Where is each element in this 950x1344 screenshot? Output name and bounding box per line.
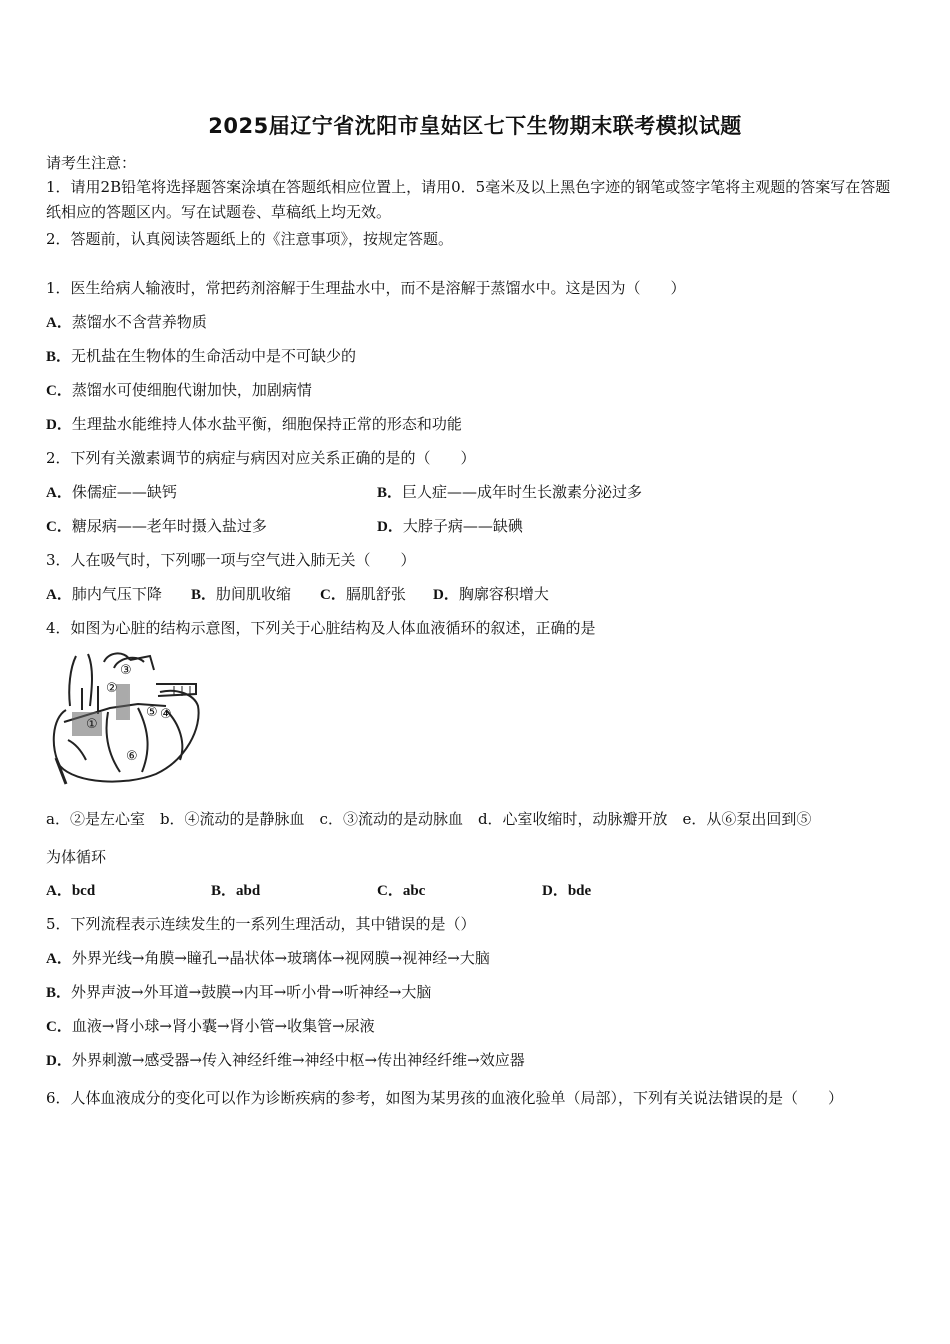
figure-label-1: ① xyxy=(86,717,98,732)
question-4-option-a xyxy=(46,879,95,900)
option-text: 外界声波→外耳道→鼓膜→内耳→听小骨→听神经→大脑 xyxy=(71,983,432,1001)
option-text: 肺内气压下降 xyxy=(71,585,162,603)
option-text: 肋间肌收缩 xyxy=(216,585,292,603)
question-2-option-c xyxy=(46,515,267,536)
option-letter: D． xyxy=(542,883,568,899)
question-2-option-b xyxy=(377,481,642,502)
option-text: 生理盐水能维持人体水盐平衡，细胞保持正常的形态和功能 xyxy=(71,415,462,433)
question-4-statements-cont: 为体循环 xyxy=(46,848,107,866)
option-letter: C． xyxy=(320,587,346,603)
option-letter: B． xyxy=(191,587,217,603)
option-text: abd xyxy=(236,883,261,899)
option-letter: D． xyxy=(377,519,403,535)
option-text: 膈肌舒张 xyxy=(345,585,406,603)
question-3-stem: 3．人在吸气时，下列哪一项与空气进入肺无关（ ） xyxy=(46,551,416,569)
option-text: abc xyxy=(402,883,426,899)
question-2-option-a xyxy=(46,481,177,502)
question-3-option-b xyxy=(191,583,291,604)
option-letter: B． xyxy=(211,883,237,899)
option-letter: A． xyxy=(46,951,72,967)
option-text: 外界光线→角膜→瞳孔→晶状体→玻璃体→视网膜→视神经→大脑 xyxy=(71,949,490,967)
option-letter: C． xyxy=(46,1019,72,1035)
option-text: bcd xyxy=(71,883,96,899)
option-letter: B． xyxy=(46,349,72,365)
option-text: bde xyxy=(567,883,592,899)
option-text: 无机盐在生物体的生命活动中是不可缺少的 xyxy=(71,347,357,365)
question-1-option-a xyxy=(46,311,207,332)
option-text: 巨人症——成年时生长激素分泌过多 xyxy=(402,483,643,501)
heart-diagram xyxy=(46,648,208,788)
option-letter: C． xyxy=(377,883,403,899)
question-3-option-c xyxy=(320,583,406,604)
option-text: 侏儒症——缺钙 xyxy=(71,483,177,501)
figure-label-6: ⑥ xyxy=(126,749,138,764)
figure-label-5: ⑤ xyxy=(146,705,158,720)
question-5-option-c xyxy=(46,1015,375,1036)
option-letter: A． xyxy=(46,315,72,331)
option-letter: B． xyxy=(46,985,72,1001)
question-4-statements: a．②是左心室 b．④流动的是静脉血 c．③流动的是动脉血 d．心室收缩时，动脉瓣开放 e．从⑥泵出回到⑤ xyxy=(46,810,812,828)
option-letter: D． xyxy=(46,1053,72,1069)
question-5-option-d xyxy=(46,1049,525,1070)
question-6-stem: 6．人体血液成分的变化可以作为诊断疾病的参考，如图为某男孩的血液化验单（局部），下列有关说法错误的是（ ） xyxy=(46,1089,844,1107)
question-1-option-c xyxy=(46,379,312,400)
question-5-option-a xyxy=(46,947,490,968)
question-5-option-b xyxy=(46,981,431,1002)
page-title: 2025届辽宁省沈阳市皇姑区七下生物期末联考模拟试题 xyxy=(208,114,742,138)
option-text: 蒸馏水不含营养物质 xyxy=(71,313,207,331)
option-text: 蒸馏水可使细胞代谢加快，加剧病情 xyxy=(71,381,312,399)
option-text: 血液→肾小球→肾小囊→肾小管→收集管→尿液 xyxy=(71,1017,375,1035)
question-3-option-a xyxy=(46,583,162,604)
figure-label-4: ④ xyxy=(160,707,172,722)
question-2-option-d xyxy=(377,515,523,536)
option-letter: A． xyxy=(46,485,72,501)
question-4-option-d xyxy=(542,879,591,900)
option-letter: C． xyxy=(46,383,72,399)
option-letter: C． xyxy=(46,519,72,535)
question-2-stem: 2．下列有关激素调节的病症与病因对应关系正确的是的（ ） xyxy=(46,449,476,467)
option-text: 胸廓容积增大 xyxy=(458,585,549,603)
question-1-option-d xyxy=(46,413,462,434)
question-4-option-c xyxy=(377,879,425,900)
option-letter: D． xyxy=(46,417,72,433)
question-4-stem: 4．如图为心脏的结构示意图，下列关于心脏结构及人体血液循环的叙述，正确的是 xyxy=(46,619,596,637)
question-3-option-d xyxy=(433,583,549,604)
question-4-option-b xyxy=(211,879,260,900)
option-letter: A． xyxy=(46,587,72,603)
option-letter: A． xyxy=(46,883,72,899)
figure-label-3: ③ xyxy=(120,663,132,678)
notice-item-2: 2．答题前，认真阅读答题纸上的《注意事项》，按规定答题。 xyxy=(46,230,454,248)
option-text: 糖尿病——老年时摄入盐过多 xyxy=(71,517,267,535)
option-letter: D． xyxy=(433,587,459,603)
notice-heading: 请考生注意： xyxy=(46,154,137,172)
question-1-option-b xyxy=(46,345,356,366)
option-letter: B． xyxy=(377,485,403,501)
figure-label-2: ② xyxy=(106,681,118,696)
option-text: 外界刺激→感受器→传入神经纤维→神经中枢→传出神经纤维→效应器 xyxy=(71,1051,525,1069)
question-5-stem: 5．下列流程表示连续发生的一系列生理活动，其中错误的是（） xyxy=(46,915,476,933)
option-text: 大脖子病——缺碘 xyxy=(402,517,523,535)
notice-item-1: 1．请用2B铅笔将选择题答案涂填在答题纸相应位置上，请用0．5毫米及以上黑色字迹的钢笔或签字笔将主观题的答案写在答题纸相应的答题区内。写在试题卷、草稿纸上均无效。 xyxy=(46,178,891,221)
question-1-stem: 1．医生给病人输液时，常把药剂溶解于生理盐水中，而不是溶解于蒸馏水中。这是因为（ ） xyxy=(46,279,686,297)
